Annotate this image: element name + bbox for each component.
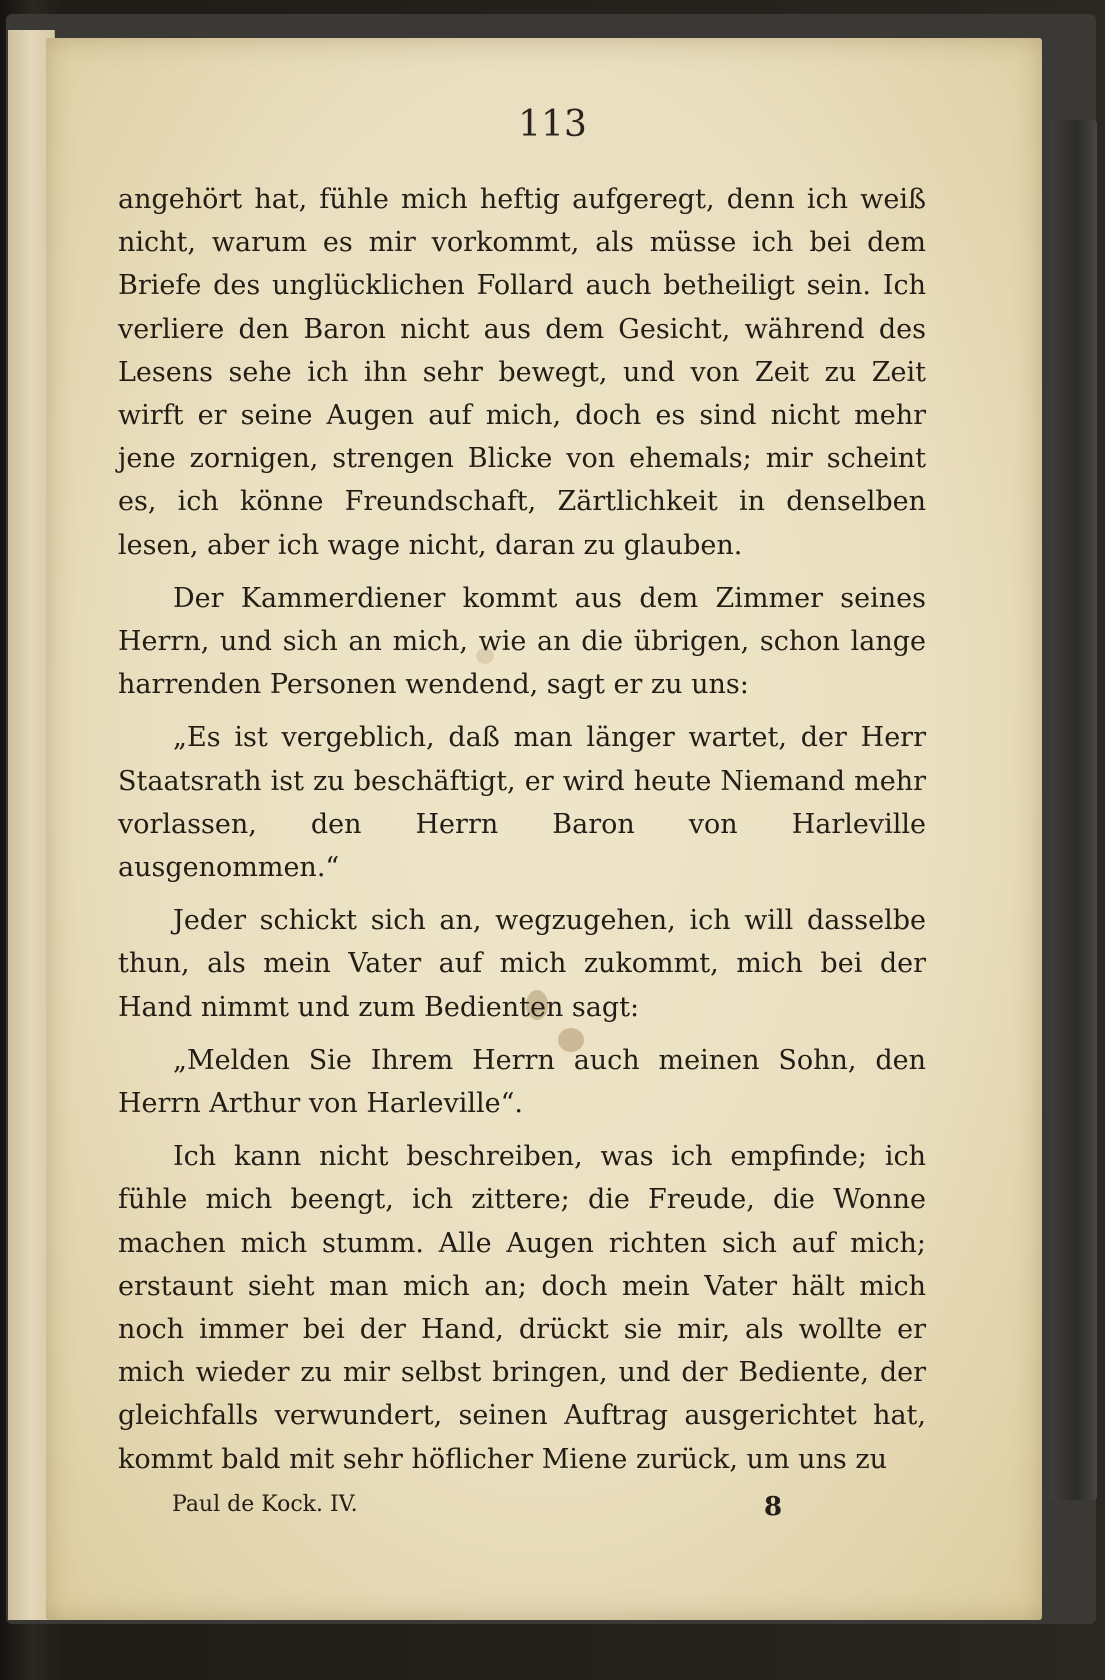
paragraph: Der Kammerdiener kommt aus dem Zimmer seines Herrn, und sich an mich, wie an die übrigen, schon lange harrenden Personen wendend, sagt er zu uns:: [118, 582, 926, 701]
paragraph: „Melden Sie Ihrem Herrn auch meinen Sohn, den Herrn Arthur von Harleville“.: [118, 1044, 926, 1120]
paragraph: „Es ist vergeblich, daß man länger wartet, der Herr Staatsrath ist zu beschäftigt, er wird heute Niemand mehr vorlassen, den Herrn Baron von Harleville ausgenommen.“: [118, 722, 926, 884]
paragraph: angehört hat, fühle mich heftig aufgeregt, denn ich weiß nicht, warum es mir vorkommt, als müsse ich bei dem Briefe des unglücklichen Follard auch betheiligt sein. Ich verliere den Baron nicht aus dem Gesicht, während des Lesens sehe ich ihn sehr bewegt, und von Zeit zu Zeit wirft er seine Augen auf mich, doch es sind nicht mehr jene zornigen, strengen Blicke von ehemals; mir scheint es, ich könne Freundschaft, Zärtlichkeit in denselben lesen, aber ich wage nicht, daran zu glauben.: [118, 184, 926, 561]
paragraph: Jeder schickt sich an, wegzugehen, ich will dasselbe thun, als mein Vater auf mich zukommt, mich bei der Hand nimmt und zum Bedienten sagt:: [118, 905, 926, 1023]
paragraph: Ich kann nicht beschreiben, was ich empfinde; ich fühle mich beengt, ich zittere; die Freude, die Wonne machen mich stumm. Alle Augen richten sich auf mich; erstaunt sieht man mich an; doch mein Vater hält mich noch immer bei der Hand, drückt sie mir, als wollte er mich wieder zu mir selbst bringen, und der Bediente, der gleichfalls verwundert, seinen Auftrag ausgerichtet hat, kommt bald mit sehr höflicher Miene zurück, um uns zu: [118, 1141, 926, 1475]
footer-signature: Paul de Kock. IV.: [172, 1492, 358, 1517]
sheet-mark: 8: [764, 1492, 783, 1522]
body-text: [118, 178, 926, 1481]
page-number: 113: [518, 104, 587, 145]
cover-edge: [1049, 120, 1097, 1500]
